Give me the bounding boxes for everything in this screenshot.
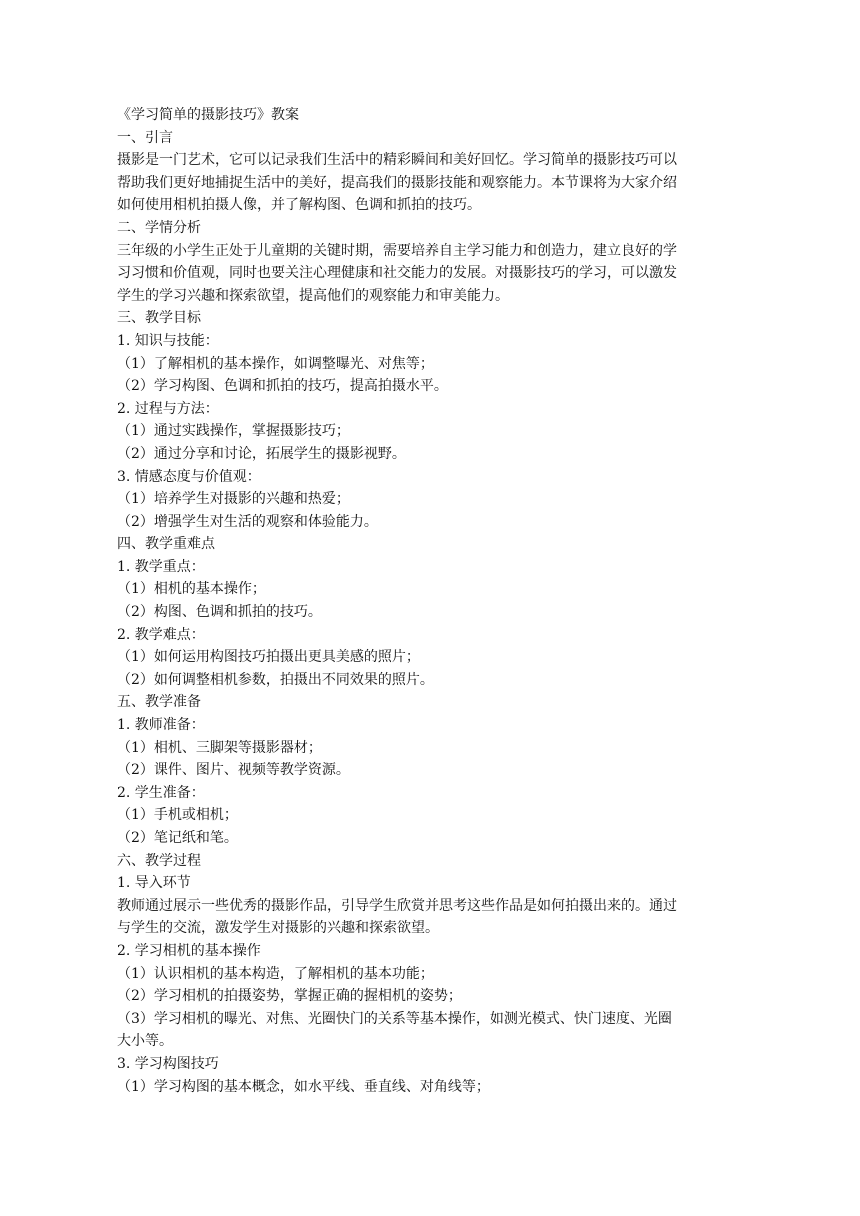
list-item: （3）学习相机的曝光、对焦、光圈快门的关系等基本操作，如测光模式、快门速度、光圈	[117, 1010, 672, 1027]
list-item: （2）课件、图片、视频等教学资源。	[117, 762, 350, 779]
paragraph-line: 习习惯和价值观，同时也要关注心理健康和社交能力的发展。对摄影技巧的学习，可以激发	[117, 265, 677, 282]
list-item: （1）学习构图的基本概念，如水平线、垂直线、对角线等；	[117, 1078, 490, 1095]
list-item: （2）笔记纸和笔。	[117, 830, 238, 846]
subheading: 3. 学习构图技巧	[117, 1055, 219, 1072]
list-item: （2）如何调整相机参数，拍摄出不同效果的照片。	[117, 671, 434, 688]
subheading: 2. 教学难点：	[117, 626, 205, 643]
paragraph-line: 与学生的交流，激发学生对摄影的兴趣和探索欲望。	[117, 920, 439, 937]
list-item: （1）了解相机的基本操作，如调整曝光、对焦等；	[117, 355, 434, 372]
subheading: 2. 学习相机的基本操作	[117, 942, 261, 959]
section-heading: 六、教学过程	[117, 852, 201, 869]
subheading: 1. 教师准备：	[117, 717, 205, 734]
section-heading: 四、教学重难点	[117, 536, 215, 553]
section-heading: 一、引言	[117, 129, 173, 146]
list-item: （1）认识相机的基本构造，了解相机的基本功能；	[117, 965, 434, 982]
list-item: （1）培养学生对摄影的兴趣和热爱；	[117, 491, 350, 508]
subheading: 1. 导入环节	[117, 875, 191, 892]
section-heading: 二、学情分析	[117, 219, 201, 236]
list-item: （2）通过分享和讨论，拓展学生的摄影视野。	[117, 445, 406, 462]
list-item: （2）学习相机的拍摄姿势，掌握正确的握相机的姿势；	[117, 988, 462, 1005]
subheading: 2. 过程与方法：	[117, 400, 219, 417]
section-heading: 三、教学目标	[117, 310, 201, 327]
subheading: 1. 教学重点：	[117, 558, 205, 575]
paragraph-line: 如何使用相机拍摄人像，并了解构图、色调和抓拍的技巧。	[117, 197, 481, 214]
list-item: （1）通过实践操作，掌握摄影技巧；	[117, 423, 350, 440]
document-body	[117, 104, 737, 1098]
list-item: （1）如何运用构图技巧拍摄出更具美感的照片；	[117, 649, 420, 666]
list-item: （2）增强学生对生活的观察和体验能力。	[117, 513, 378, 530]
paragraph-line: 教师通过展示一些优秀的摄影作品，引导学生欣赏并思考这些作品是如何拍摄出来的。通过	[117, 897, 677, 914]
list-item: （2）构图、色调和抓拍的技巧。	[117, 604, 322, 621]
paragraph-line: 摄影是一门艺术，它可以记录我们生活中的精彩瞬间和美好回忆。学习简单的摄影技巧可以	[117, 152, 677, 169]
list-item: （1）相机的基本操作；	[117, 581, 266, 598]
paragraph-line: 学生的学习兴趣和探索欲望，提高他们的观察能力和审美能力。	[117, 287, 509, 304]
paragraph-line: 三年级的小学生正处于儿童期的关键时期，需要培养自主学习能力和创造力，建立良好的学	[117, 242, 677, 259]
list-item: （2）学习构图、色调和抓拍的技巧，提高拍摄水平。	[117, 378, 448, 395]
list-item: （1）手机或相机；	[117, 807, 238, 824]
subheading: 2. 学生准备：	[117, 784, 205, 801]
list-item: 大小等。	[117, 1033, 173, 1050]
section-heading: 五、教学准备	[117, 694, 201, 711]
list-item: （1）相机、三脚架等摄影器材；	[117, 739, 322, 756]
subheading: 1. 知识与技能：	[117, 332, 219, 349]
paragraph-line: 帮助我们更好地捕捉生活中的美好，提高我们的摄影技能和观察能力。本节课将为大家介绍	[117, 174, 677, 191]
document-title: 《学习简单的摄影技巧》教案	[117, 107, 299, 123]
subheading: 3. 情感态度与价值观：	[117, 468, 261, 485]
